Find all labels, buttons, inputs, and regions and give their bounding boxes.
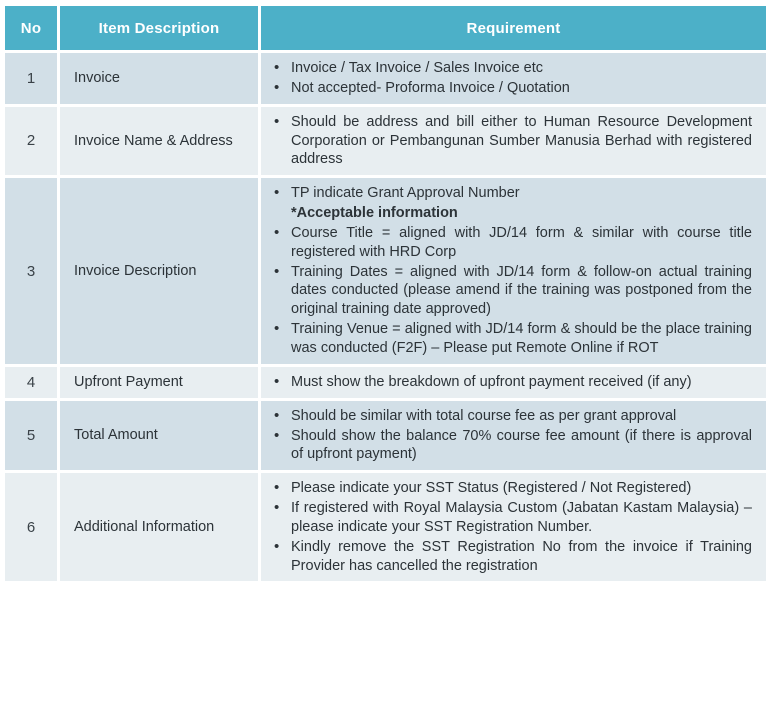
row-number-cell: 4 — [5, 367, 57, 398]
row-number-cell: 3 — [5, 178, 57, 364]
requirement-cell — [261, 107, 766, 176]
table-header-row — [5, 6, 766, 50]
table-row — [5, 107, 766, 176]
requirement-bullet-item: • Training Venue = aligned with JD/14 form & should be the place training was conducted (F2F) – Please put Remote Online if ROT — [271, 320, 752, 358]
row-number-cell: 5 — [5, 401, 57, 471]
requirement-list — [271, 59, 752, 98]
requirement-cell — [261, 401, 766, 471]
requirement-list — [271, 184, 752, 358]
table-row — [5, 401, 766, 471]
requirement-list — [271, 113, 752, 170]
item-description-cell: Additional Information — [60, 473, 258, 581]
requirement-list — [271, 407, 752, 465]
item-description-cell: Upfront Payment — [60, 367, 258, 398]
requirement-bullet-item: • If registered with Royal Malaysia Custom (Jabatan Kastam Malaysia) – please indicate your SST Registration Number. — [271, 499, 752, 537]
column-header-item-description: Item Description — [60, 6, 258, 50]
requirement-bullet-item: • Training Dates = aligned with JD/14 form & follow-on actual training dates conducted (please amend if the training was postponed from the original training date approved) — [271, 263, 752, 320]
requirement-note-item: *Acceptable information — [291, 205, 458, 222]
requirement-cell — [261, 178, 766, 364]
item-description-cell: Total Amount — [60, 401, 258, 471]
requirement-list — [271, 373, 752, 392]
row-number-cell: 2 — [5, 107, 57, 176]
requirement-bullet-item: • Must show the breakdown of upfront payment received (if any) — [271, 373, 752, 392]
invoice-requirements-table — [2, 3, 768, 584]
row-number-cell: 1 — [5, 53, 57, 104]
requirement-bullet-item: • Kindly remove the SST Registration No from the invoice if Training Provider has cancelled the registration — [271, 538, 752, 576]
column-header-requirement: Requirement — [261, 6, 766, 50]
requirement-bullet-item: • Invoice / Tax Invoice / Sales Invoice etc — [271, 59, 752, 78]
requirement-bullet-item: • Should show the balance 70% course fee amount (if there is approval of upfront payment) — [271, 427, 752, 465]
requirement-bullet-item: • Not accepted- Proforma Invoice / Quotation — [271, 79, 752, 98]
requirement-bullet-item: • Please indicate your SST Status (Registered / Not Registered) — [271, 479, 752, 498]
item-description-cell: Invoice Name & Address — [60, 107, 258, 176]
row-number-cell: 6 — [5, 473, 57, 581]
table-body — [5, 53, 766, 581]
column-header-no: No — [5, 6, 57, 50]
requirement-bullet-item: • Should be address and bill either to Human Resource Development Corporation or Pembangunan Sumber Manusia Berhad with registered address — [271, 113, 752, 170]
table-row — [5, 53, 766, 104]
requirement-bullet-item: • Course Title = aligned with JD/14 form & similar with course title registered with HRD Corp — [271, 224, 752, 262]
table-row — [5, 367, 766, 398]
table-row — [5, 178, 766, 364]
requirement-bullet-item: • Should be similar with total course fee as per grant approval — [271, 407, 752, 426]
requirement-bullet-item: • TP indicate Grant Approval Number — [271, 184, 752, 203]
requirement-list — [271, 479, 752, 575]
requirement-cell — [261, 473, 766, 581]
requirement-cell — [261, 53, 766, 104]
item-description-cell: Invoice — [60, 53, 258, 104]
table-row — [5, 473, 766, 581]
table-header — [5, 6, 766, 50]
requirement-cell — [261, 367, 766, 398]
item-description-cell: Invoice Description — [60, 178, 258, 364]
